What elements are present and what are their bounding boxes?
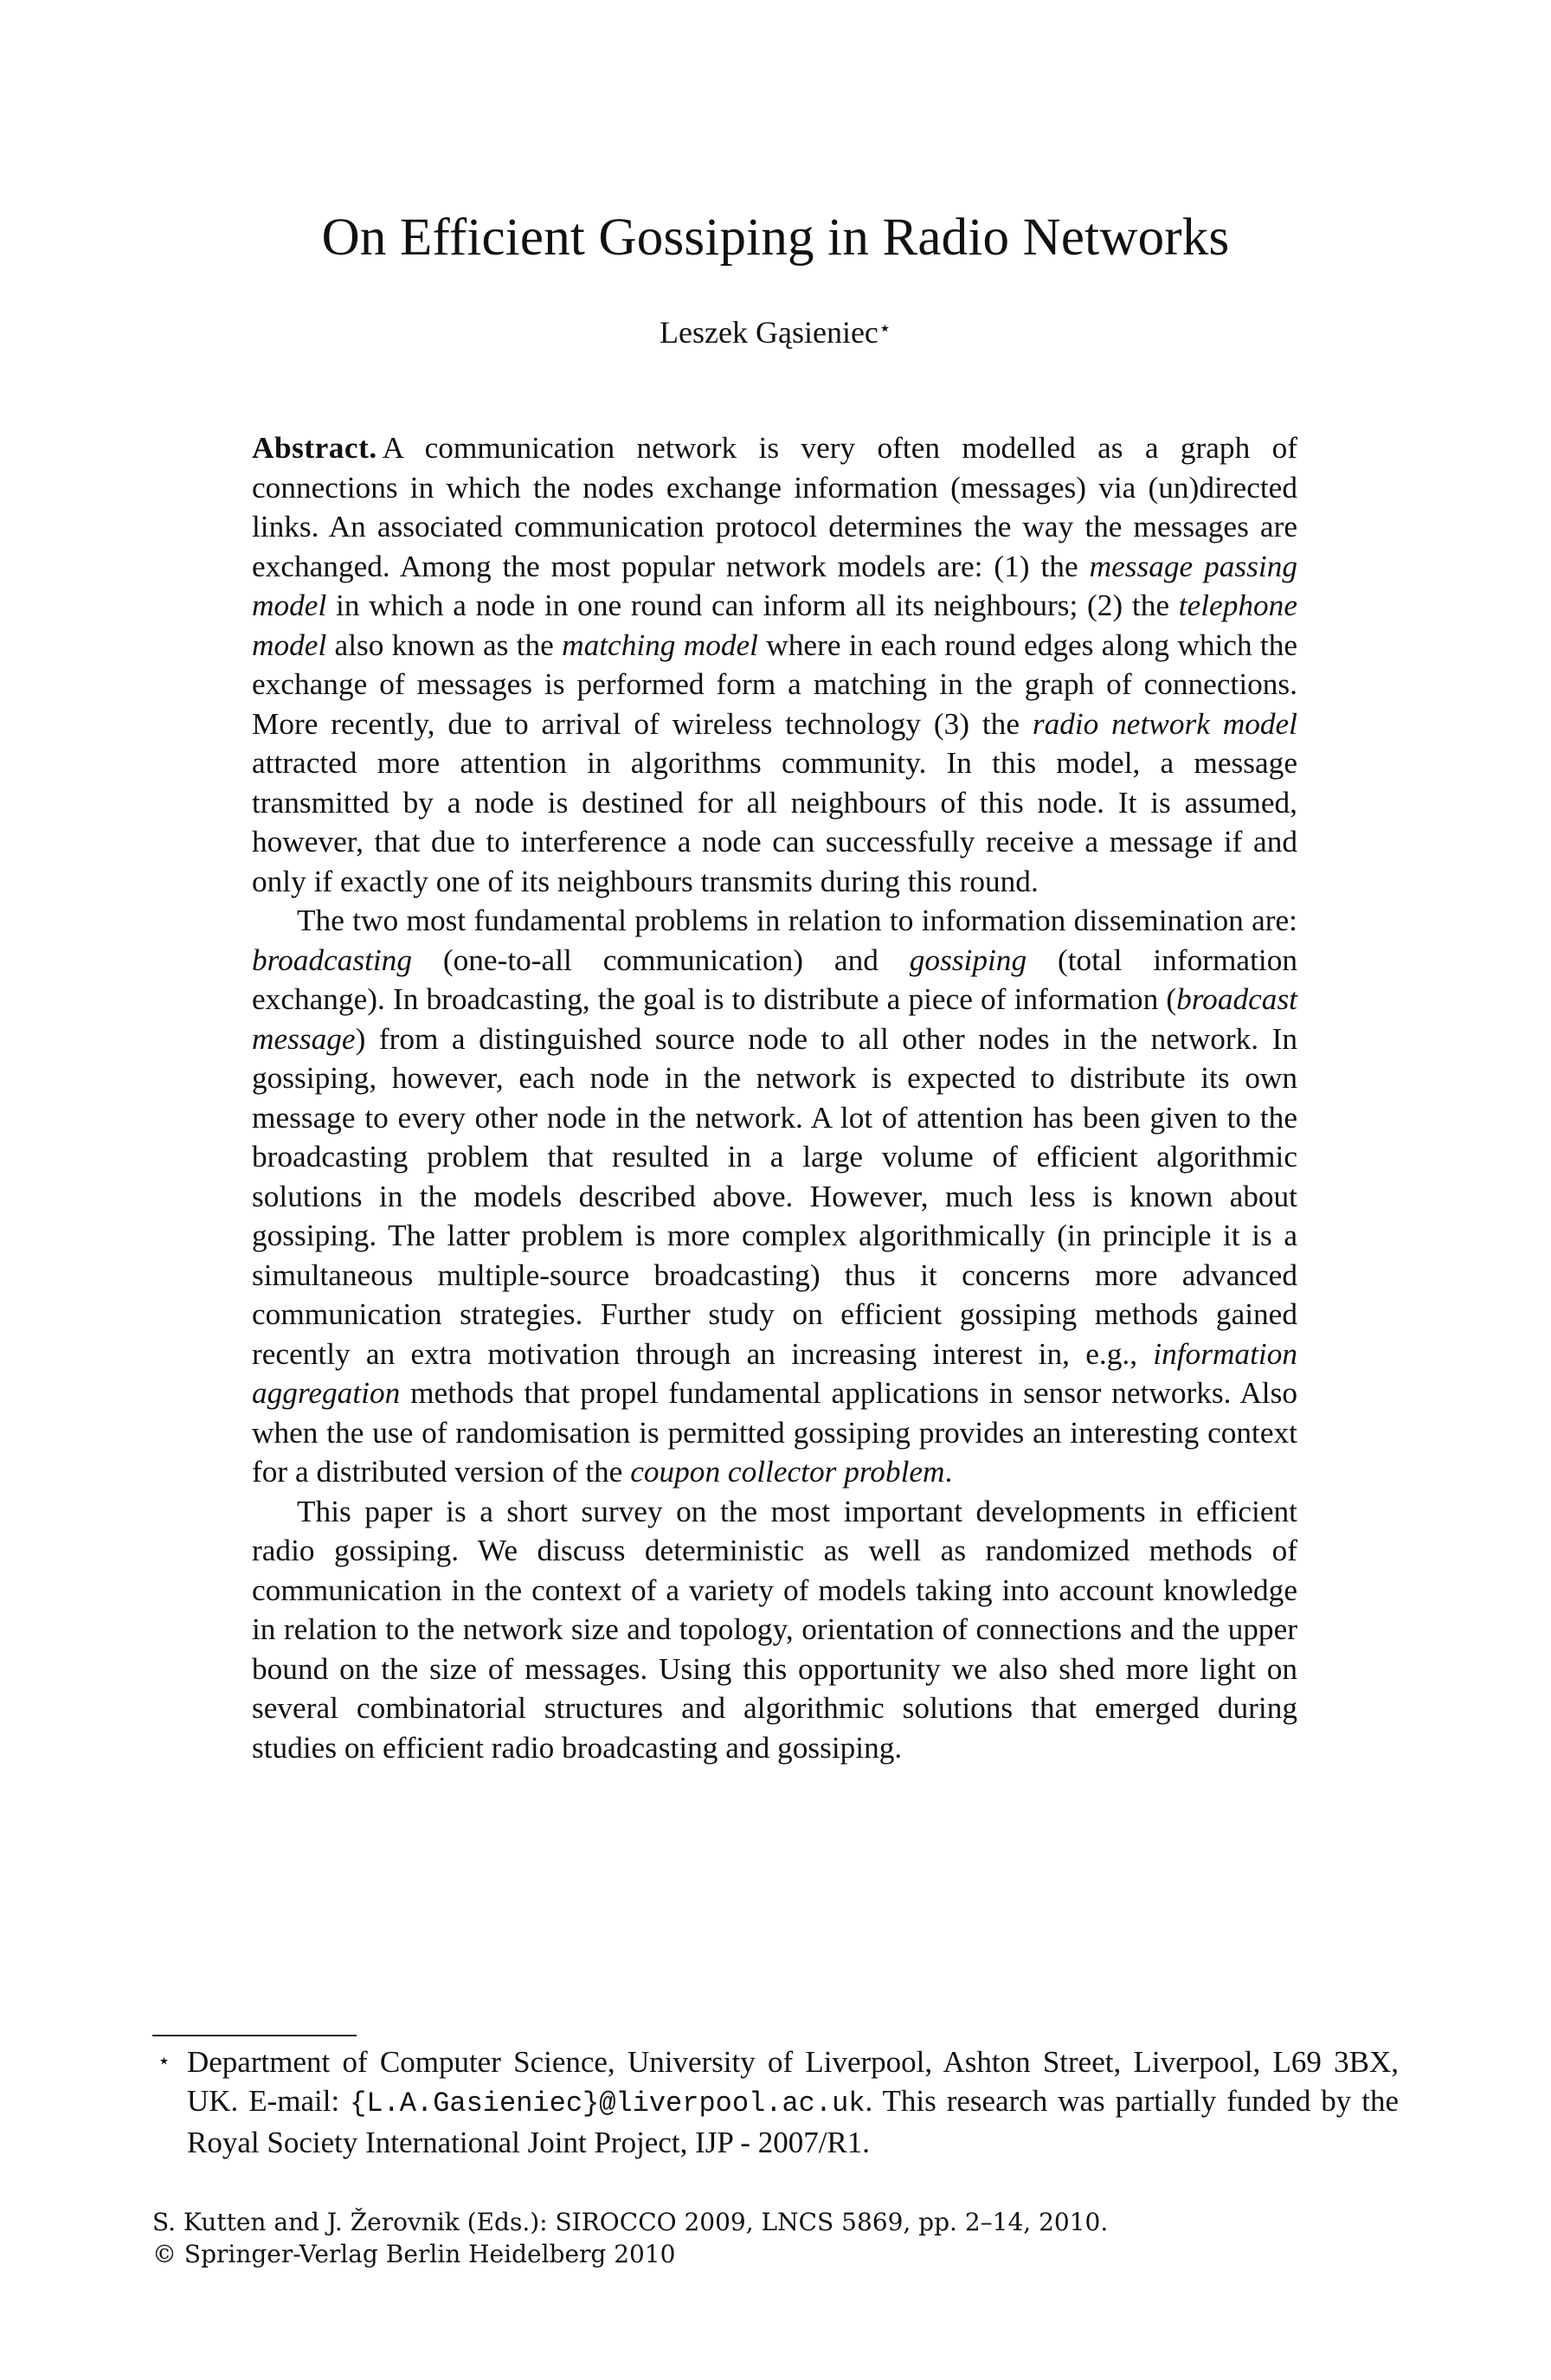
copyright-line: © Springer-Verlag Berlin Heidelberg 2010 [152,2240,676,2268]
footnote-mark: ⋆ [158,2050,171,2073]
abstract-paragraph-2: The two most fundamental problems in relation to information dissemination are: broadcasting (one-to-all communication) and gossiping (total information exchange). In broadcasting, the goal is to distribute a piece of information (broadcast message) from a distinguished source node to all other nodes in the network. In gossiping, however, each node in the network is expected to distribute its own message to every other node in the network. A lot of attention has been given to the broadcasting problem that resulted in a large volume of efficient algorithmic solutions in the models described above. However, much less is known about gossiping. The latter problem is more complex algorithmically (in principle it is a simultaneous multiple-source broadcasting) thus it concerns more advanced communication strategies. Further study on efficient gossiping methods gained recently an extra motivation through an increasing interest in, e.g., information aggregation methods that propel fundamental applications in sensor networks. Also when the use of randomisation is permitted gossiping provides an interesting context for a distributed version of the coupon collector problem. [252,904,1298,1489]
footnote [152,2042,1399,2162]
author-footnote-mark[interactable]: ⋆ [878,318,891,340]
abstract-paragraph-1: Abstract. A communication network is very often modelled as a graph of connections in which the nodes exchange information (messages) via (un)directed links. An associated communication protocol determines the way the messages are exchanged. Among the most popular network models are: (1) the message passing model in which a node in one round can inform all its neighbours; (2) the telephone model also known as the matching model where in each round edges along which the exchange of messages is performed form a matching in the graph of connections. More recently, due to arrival of wireless technology (3) the radio network model attracted more attention in algorithms community. In this model, a message transmitted by a node is destined for all neighbours of this node. It is assumed, however, that due to interference a node can successfully receive a message if and only if exactly one of its neighbours transmits during this round. [252,431,1298,898]
citation-line: S. Kutten and J. Žerovnik (Eds.): SIROCCO 2009, LNCS 5869, pp. 2–14, 2010. [152,2208,1109,2236]
term-matching-model: matching model [562,627,758,662]
footnote-text: Department of Computer Science, University of Liverpool, Ashton Street, Liverpool, L69 3BX, UK. E-mail: {L.A.Gasieniec}@liverpool.ac.uk. This research was partially funded by the Royal Society International Joint Project, IJP - 2007/R1. [187,2045,1399,2159]
term-information-aggregation: information aggregation [252,1336,1297,1410]
term-radio-network-model: radio network model [1032,706,1297,741]
author-name: Leszek Gąsieniec [660,315,878,350]
term-telephone-model: telephone model [252,589,1297,662]
citation-block [152,2206,1399,2270]
term-broadcast-message: broadcast message [252,982,1297,1056]
term-broadcasting: broadcasting [252,942,412,977]
abstract [252,428,1297,1767]
author-line [0,313,1551,351]
term-message-passing-model: message passing model [252,549,1297,622]
author-email[interactable]: {L.A.Gasieniec}@liverpool.ac.uk [350,2087,866,2119]
abstract-paragraph-3: This paper is a short survey on the most important developments in efficient radio gossiping. We discuss deterministic as well as randomized methods of communication in the context of a variety of models taking into account knowledge in relation to the network size and topology, orientation of connections and the upper bound on the size of messages. Using this opportunity we also shed more light on several combinatorial structures and algorithmic solutions that emerged during studies on efficient radio broadcasting and gossiping. [252,1494,1297,1765]
abstract-label: Abstract. [252,431,377,465]
term-gossiping: gossiping [909,942,1027,977]
paper-title: On Efficient Gossiping in Radio Networks [321,208,1230,267]
term-coupon-collector-problem: coupon collector problem [630,1455,945,1489]
footnote-divider [152,2035,357,2036]
